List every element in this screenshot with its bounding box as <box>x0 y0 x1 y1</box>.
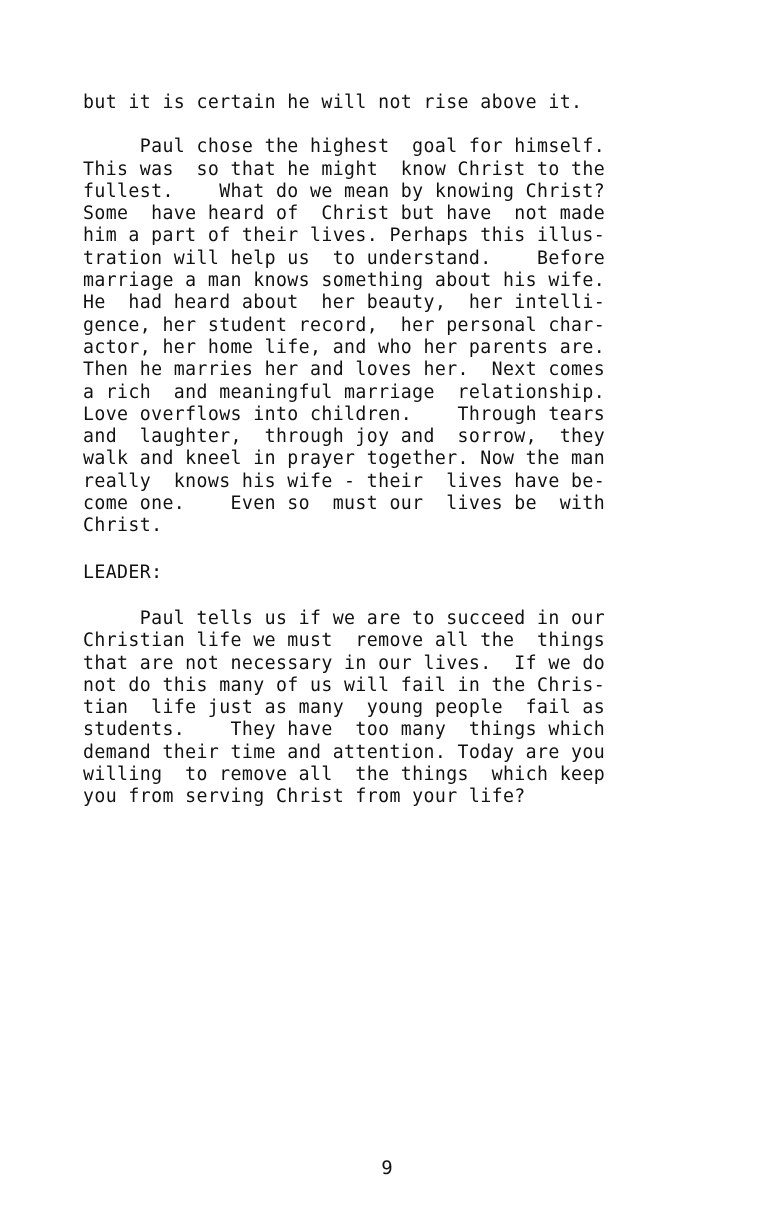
paragraph-line: fullest. What do we mean by knowing Christ? <box>83 180 606 202</box>
paragraph-line: tian life just as many young people fail as <box>83 697 606 719</box>
paragraph-line: Some have heard of Christ but have not made <box>83 203 606 225</box>
paragraph-line: gence, her student record, her personal char- <box>83 314 606 336</box>
paragraph-line: a rich and meaningful marriage relationship. <box>83 381 606 403</box>
paragraph-leader-challenge <box>83 608 698 809</box>
opening-line: but it is certain he will not rise above it. <box>83 92 583 113</box>
paragraph-line: marriage a man knows something about his wife. <box>83 270 606 292</box>
document-page <box>83 92 698 809</box>
paragraph-line: not do this many of us will fail in the Chris- <box>83 674 606 696</box>
paragraph-line: that are not necessary in our lives. If we do <box>83 652 606 674</box>
paragraph-line: come one. Even so must our lives be with <box>83 493 606 515</box>
paragraph-line: Christ. <box>83 515 163 537</box>
paragraph-line: willing to remove all the things which keep <box>83 764 606 786</box>
paragraph-line: Then he marries her and loves her. Next comes <box>83 359 606 381</box>
paragraph-knowing-christ <box>83 136 698 537</box>
paragraph-line: Paul chose the highest goal for himself. <box>83 136 606 158</box>
paragraph-line: tration will help us to understand. Before <box>83 247 606 269</box>
paragraph-line: him a part of their lives. Perhaps this illus- <box>83 225 606 247</box>
paragraph-line: This was so that he might know Christ to the <box>83 158 606 180</box>
paragraph-line: really knows his wife - their lives have be- <box>83 470 606 492</box>
paragraph-line: and laughter, through joy and sorrow, they <box>83 426 606 448</box>
paragraph-line: actor, her home life, and who her parents are. <box>83 336 606 358</box>
paragraph-line: He had heard about her beauty, her intelli- <box>83 292 606 314</box>
paragraph-line: Love overflows into children. Through tears <box>83 403 606 425</box>
leader-heading: LEADER: <box>83 561 163 583</box>
page-number: 9 <box>381 1157 393 1179</box>
paragraph-line: demand their time and attention. Today are you <box>83 741 606 763</box>
paragraph-line: walk and kneel in prayer together. Now the man <box>83 448 606 470</box>
paragraph-line: Christian life we must remove all the things <box>83 630 606 652</box>
paragraph-line: Paul tells us if we are to succeed in our <box>83 607 606 629</box>
paragraph-line: you from serving Christ from your life? <box>83 786 526 808</box>
paragraph-line: students. They have too many things which <box>83 719 606 741</box>
